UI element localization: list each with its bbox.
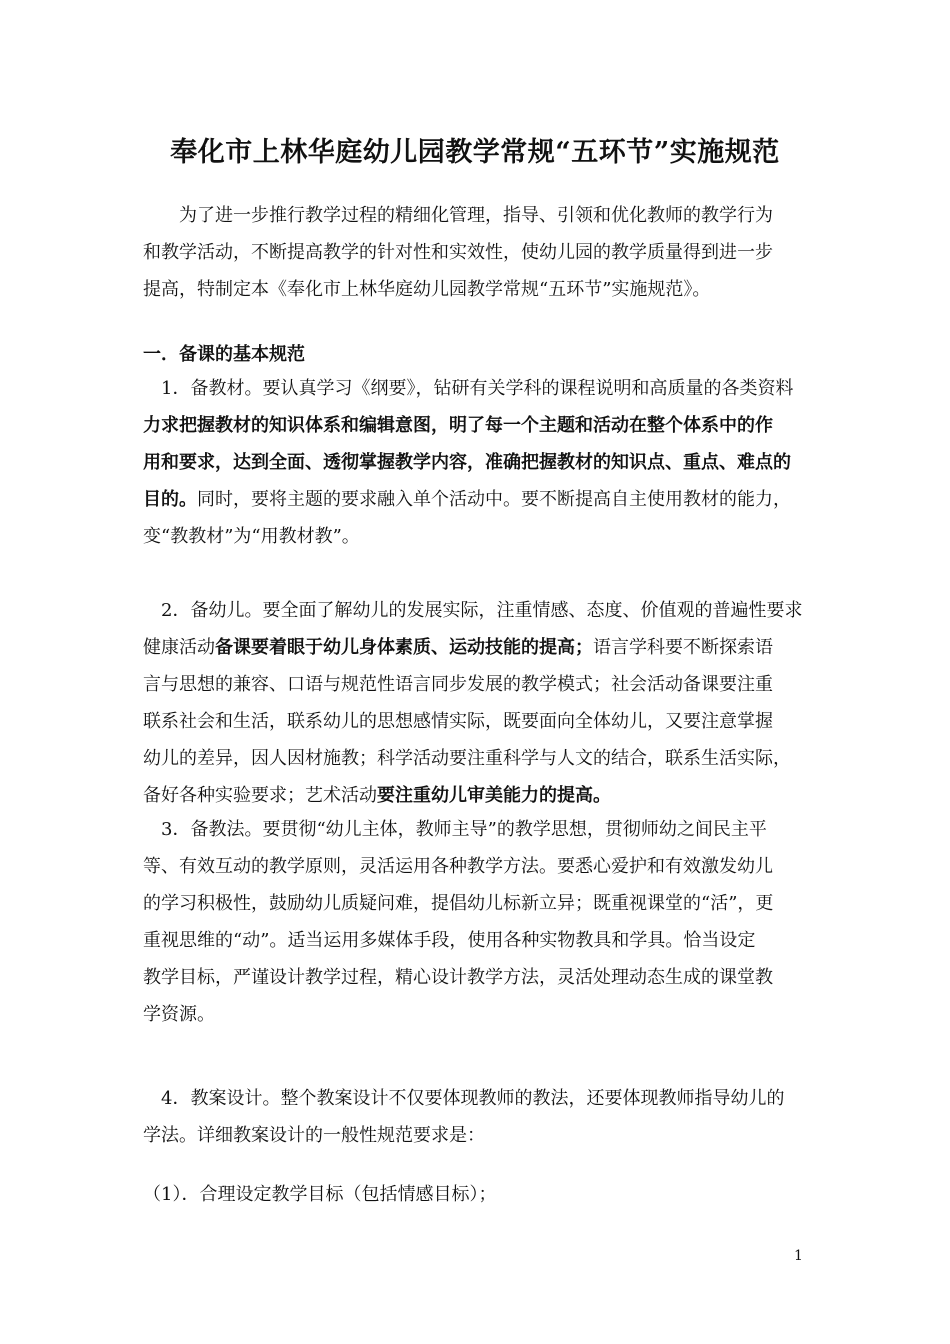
- item2-bold-fragment: 要注重幼儿审美能力的提高。: [377, 785, 611, 806]
- item2-line: 联系社会和生活，联系幼儿的思想感情实际，既要面向全体幼儿，又要注意掌握: [143, 711, 773, 732]
- subitem-paragraph: [143, 1176, 808, 1213]
- item2-bold-fragment: 备课要着眼于幼儿身体素质、运动技能的提高；: [215, 637, 593, 658]
- item1-fragment: 同时，要将主题的要求融入单个活动中。要不断提高自主使用教材的能力，: [197, 489, 791, 510]
- item2-fragment: 备好各种实验要求；艺术活动: [143, 785, 377, 806]
- item3-line: 重视思维的“动”。适当运用多媒体手段，使用各种实物教具和学具。恰当设定: [143, 930, 756, 951]
- item2-fragment: 健康活动: [143, 637, 215, 658]
- item4-line: 学法。详细教案设计的一般性规范要求是：: [143, 1125, 485, 1146]
- item3-line: 等、有效互动的教学原则，灵活运用各种教学方法。要悉心爱护和有效激发幼儿: [143, 856, 773, 877]
- item1-line: 1．备教材。要认真学习《纲要》，钻研有关学科的课程说明和高质量的各类资料: [161, 378, 794, 399]
- page-number: 1: [794, 1248, 803, 1264]
- item1-line-bold: 用和要求，达到全面、透彻掌握教学内容，准确把握教材的知识点、重点、难点的: [143, 452, 791, 473]
- item2-line: 言与思想的兼容、口语与规范性语言同步发展的教学模式；社会活动备课要注重: [143, 674, 773, 695]
- document-title: 奉化市上林华庭幼儿园教学常规“五环节”实施规范: [170, 137, 780, 168]
- item3-line: 教学目标，严谨设计教学过程，精心设计教学方法，灵活处理动态生成的课堂教: [143, 967, 773, 988]
- item4-paragraph: [143, 1080, 808, 1154]
- item2-paragraph: [143, 592, 808, 814]
- section-heading: 一．备课的基本规范: [143, 344, 305, 365]
- item1-line: 变“教教材”为“用教材教”。: [143, 526, 360, 547]
- item4-line: 4．教案设计。整个教案设计不仅要体现教师的教法，还要体现教师指导幼儿的: [161, 1088, 785, 1109]
- item1-line-bold: 力求把握教材的知识体系和编辑意图，明了每一个主题和活动在整个体系中的作: [143, 415, 773, 436]
- item1-paragraph: [143, 370, 808, 555]
- item2-line: 幼儿的差异，因人因材施教；科学活动要注重科学与人文的结合，联系生活实际，: [143, 748, 791, 769]
- subitem-line: （1）．合理设定教学目标（包括情感目标）；: [143, 1184, 497, 1205]
- item1-bold-fragment: 目的。: [143, 489, 197, 510]
- item3-paragraph: [143, 811, 808, 1033]
- item2-fragment: 语言学科要不断探索语: [593, 637, 773, 658]
- item3-line: 的学习积极性，鼓励幼儿质疑问难，提倡幼儿标新立异；既重视课堂的“活”，更: [143, 893, 774, 914]
- item3-line: 3．备教法。要贯彻“幼儿主体，教师主导”的教学思想，贯彻师幼之间民主平: [161, 819, 767, 840]
- item2-line: 2．备幼儿。要全面了解幼儿的发展实际，注重情感、态度、价值观的普遍性要求: [161, 600, 803, 621]
- item3-line: 学资源。: [143, 1004, 215, 1025]
- intro-line: 和教学活动，不断提高教学的针对性和实效性，使幼儿园的教学质量得到进一步: [143, 242, 773, 263]
- intro-line: 为了进一步推行教学过程的精细化管理，指导、引领和优化教师的教学行为: [179, 205, 773, 226]
- intro-line: 提高，特制定本《奉化市上林华庭幼儿园教学常规“五环节”实施规范》。: [143, 279, 711, 300]
- intro-paragraph: [143, 197, 808, 308]
